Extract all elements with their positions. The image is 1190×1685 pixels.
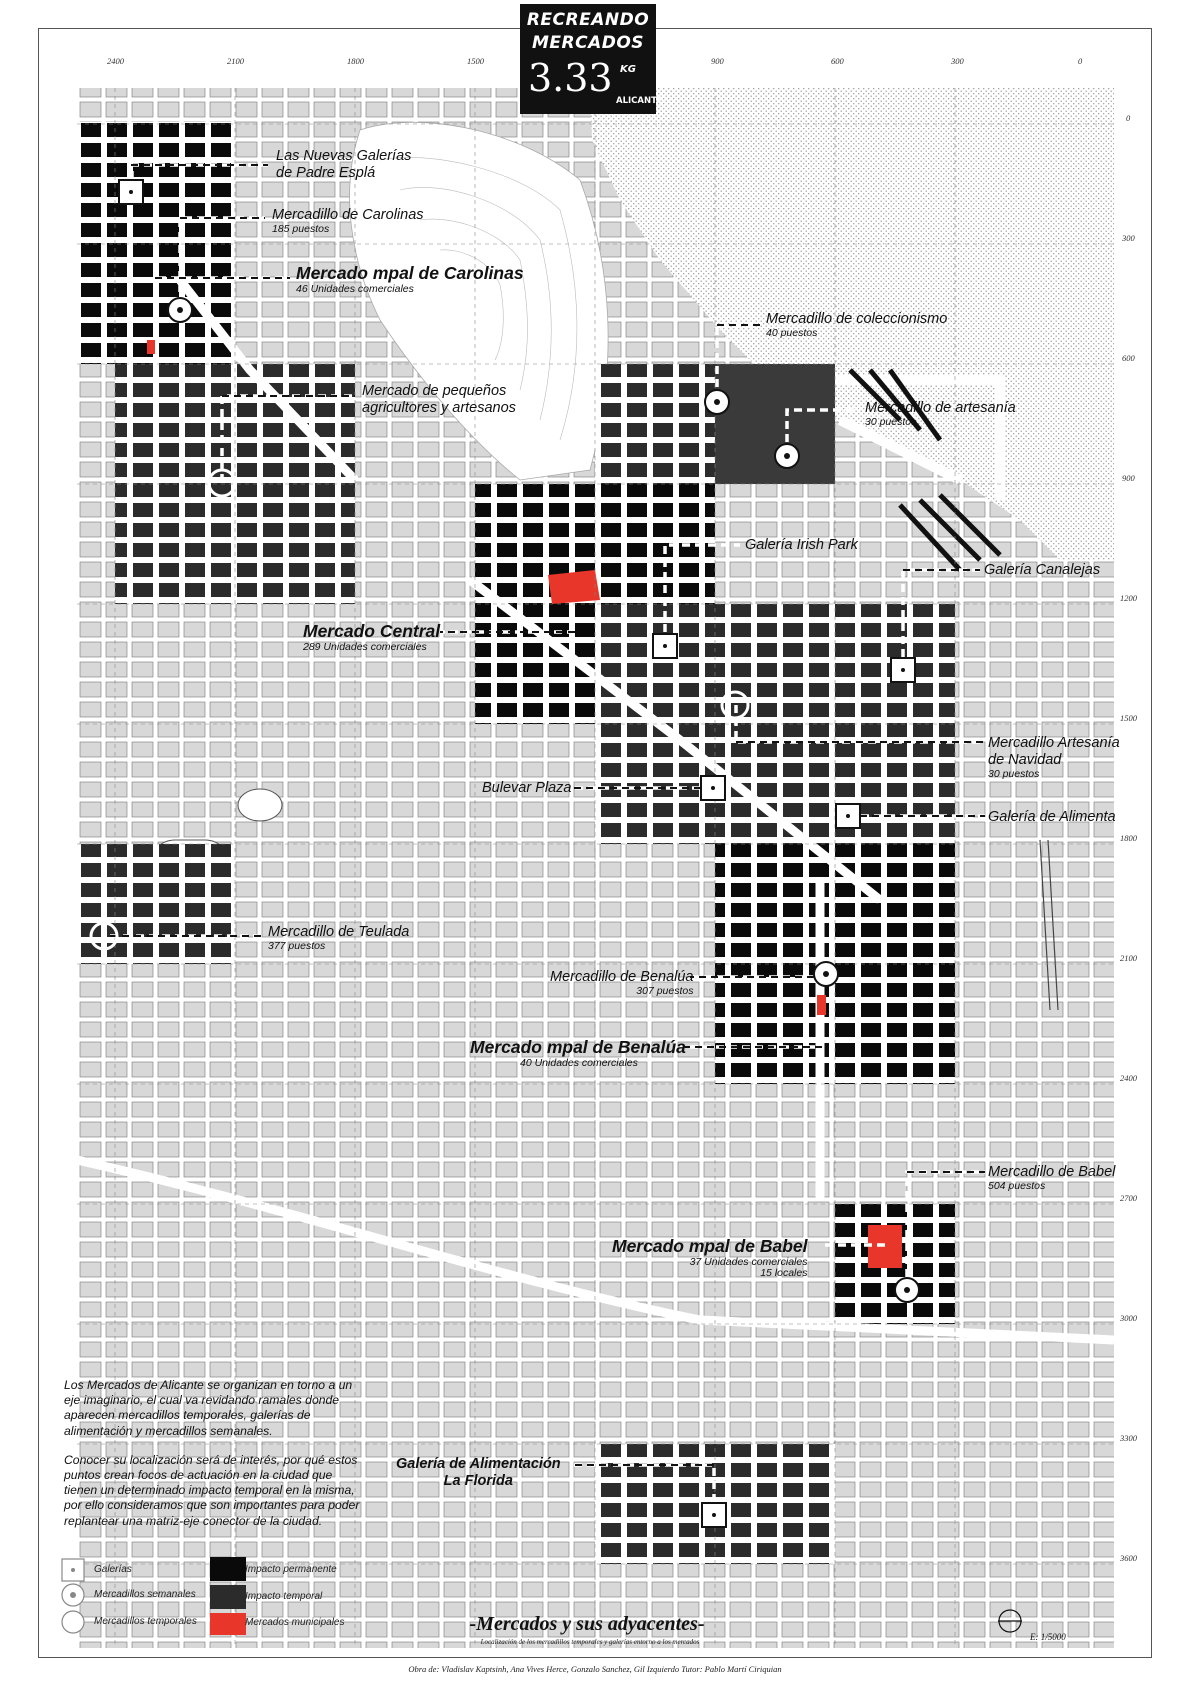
title-block: [520, 4, 663, 114]
right-tick: 2400: [1120, 1073, 1137, 1083]
description-paragraph: Conocer su localización será de interés, por qué estos puntos crean focos de actuación en la ciudad que tienen un determinado impacto temporal en la misma, por ello consideramos que son importantes para poder replantear una matriz-eje conector de la ciudad.: [64, 1452, 360, 1528]
right-tick: 900: [1122, 473, 1135, 483]
label-canalejas: Galería Canalejas: [984, 562, 1101, 578]
credits: Obra de: Vladislav Kaptsinh, Ana Vives Herce, Gonzalo Sanchez, Gil Izquierdo Tutor: Pablo Martí Ciriquian: [408, 1664, 782, 1674]
right-tick: 3000: [1120, 1313, 1137, 1323]
label-irish-park: Galería Irish Park: [745, 537, 858, 553]
label-la-florida: Galería de Alimentación La Florida: [396, 1456, 561, 1489]
label-pequenos-agricultores: Mercado de pequeños agricultores y artesanos: [362, 383, 516, 416]
top-tick: 2100: [227, 56, 244, 66]
right-tick: 600: [1122, 353, 1135, 363]
description-paragraph: Los Mercados de Alicante se organizan en torno a un eje imaginario, el cual va revidando ramales donde aparecen mercadillos temporales, galerías de alimentación y mercadillos semanales.: [64, 1378, 353, 1438]
right-tick: 300: [1122, 233, 1135, 243]
right-tick: 1500: [1120, 713, 1137, 723]
label-mercadillo-babel: Mercadillo de Babel 504 puestos: [988, 1164, 1116, 1192]
right-tick: 3300: [1120, 1433, 1137, 1443]
label-bulevar-plaza: Bulevar Plaza: [482, 780, 572, 796]
top-tick: 1800: [347, 56, 364, 66]
title-unit: KG: [620, 64, 636, 75]
top-tick: 600: [831, 56, 844, 66]
legend-semanales: Mercadillos semanales: [94, 1589, 196, 1600]
top-tick: 2400: [107, 56, 124, 66]
top-tick: 900: [711, 56, 724, 66]
label-coleccionismo: Mercadillo de coleccionismo 40 puestos: [766, 311, 948, 339]
label-mercado-babel: Mercado mpal de Babel 37 Unidades comerciales 15 locales: [612, 1236, 808, 1279]
label-artesania-navidad: Mercadillo Artesanía de Navidad 30 puestos: [988, 735, 1120, 780]
legend-municipales: Mercados municipales: [245, 1617, 345, 1628]
title-city: ALICANTE: [616, 96, 663, 106]
legend-temporal: Impacto temporal: [245, 1591, 323, 1602]
right-tick: 0: [1126, 113, 1131, 123]
label-nuevas-galerias: Las Nuevas Galerías de Padre Esplá: [276, 148, 412, 181]
right-tick: 1200: [1120, 593, 1137, 603]
label-mercado-benalua: Mercado mpal de Benalúa 40 Unidades comerciales: [470, 1037, 686, 1069]
label-galeria-alimenta: Galería de Alimenta: [988, 809, 1116, 825]
top-tick: 0: [1078, 56, 1083, 66]
title-number: 3.33: [528, 56, 613, 100]
label-teulada: Mercadillo de Teulada 377 puestos: [268, 924, 410, 952]
legend-galerias: Galerías: [94, 1564, 132, 1575]
right-tick: 3600: [1120, 1553, 1137, 1563]
legend-permanente: Impacto permanente: [245, 1564, 337, 1575]
title-line-2: MERCADOS: [531, 33, 645, 53]
description-text: [64, 1378, 364, 1543]
legend-temporales: Mercadillos temporales: [94, 1616, 197, 1627]
top-tick: 1500: [467, 56, 484, 66]
title-line-1: RECREANDO: [526, 10, 650, 30]
track-area: [238, 789, 282, 821]
map-subtitle: Localización de los mercadillos temporales y galerías entorno a los mercados: [480, 1638, 700, 1646]
top-tick: 300: [951, 56, 964, 66]
label-mercadillo-carolinas: Mercadillo de Carolinas 185 puestos: [272, 207, 424, 235]
right-tick: 2700: [1120, 1193, 1137, 1203]
label-mercado-central: Mercado Central 289 Unidades comerciales: [303, 621, 441, 653]
label-mercadillo-benalua: Mercadillo de Benalúa 307 puestos: [550, 969, 694, 997]
right-tick: 2100: [1120, 953, 1137, 963]
label-artesania: Mercadillo de artesanía 30 puestos: [865, 400, 1016, 428]
scale-label: E: 1/5000: [1030, 1632, 1066, 1642]
map-title: -Mercados y sus adyacentes-: [469, 1613, 705, 1635]
right-tick: 1800: [1120, 833, 1137, 843]
label-mercado-carolinas: Mercado mpal de Carolinas 46 Unidades comerciales: [296, 263, 524, 295]
